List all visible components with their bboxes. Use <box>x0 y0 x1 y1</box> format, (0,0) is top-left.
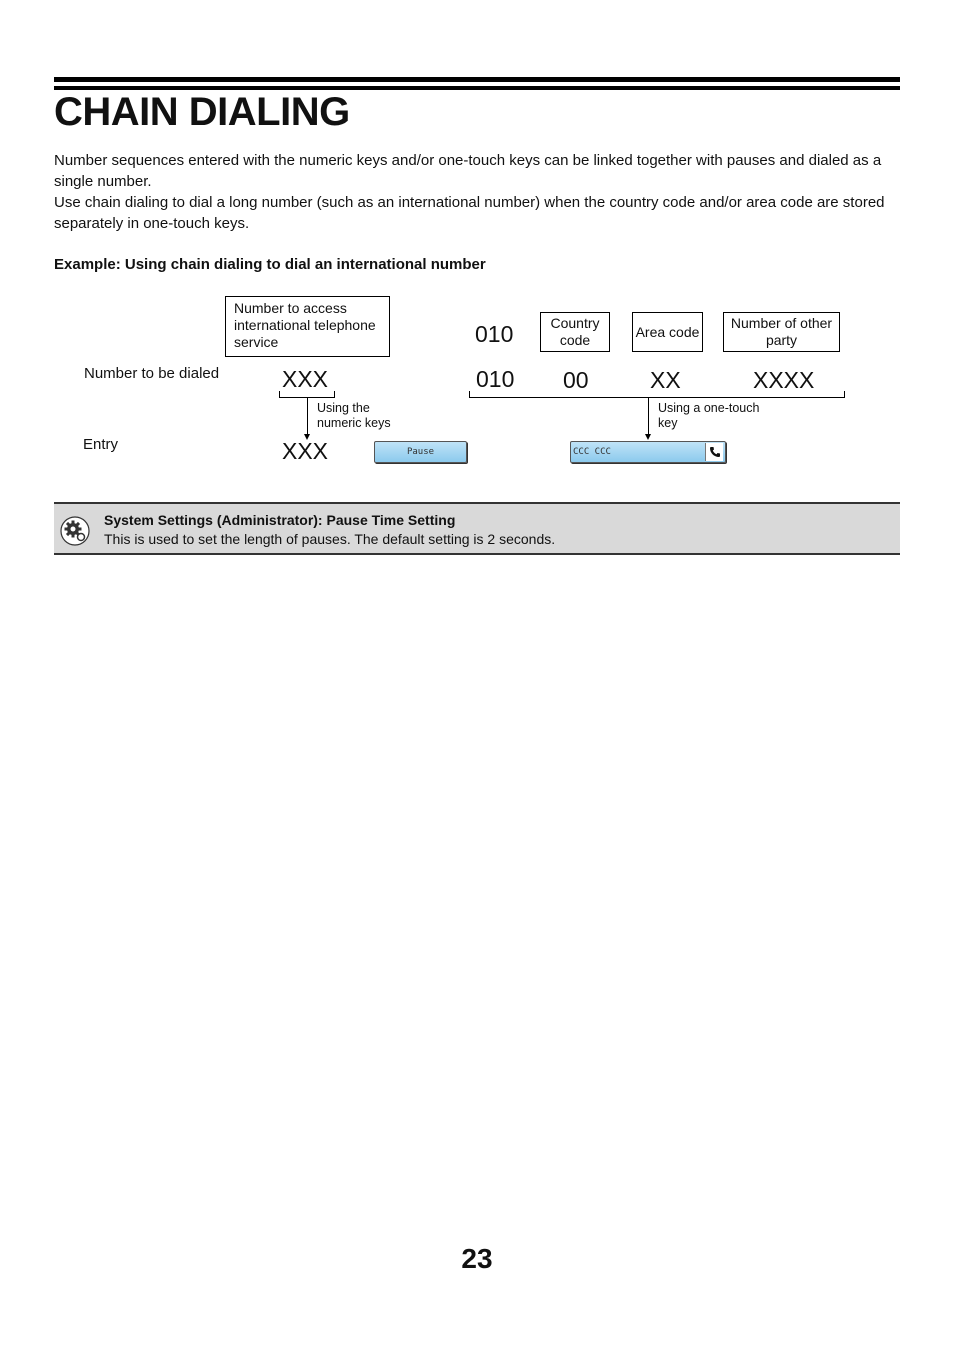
example-heading: Example: Using chain dialing to dial an international number <box>54 256 486 273</box>
system-settings-note <box>54 502 900 555</box>
settings-note-title: System Settings (Administrator): Pause Time Setting <box>104 512 456 528</box>
header-rule-thick <box>54 77 900 82</box>
dialed-area-code: XX <box>650 367 681 393</box>
international-access-label-box: Number to access international telephone service <box>225 296 390 357</box>
dialed-party-number: XXXX <box>753 367 815 393</box>
dialed-country-code: 00 <box>563 367 589 393</box>
pause-button-label: Pause <box>406 447 435 457</box>
pause-button[interactable] <box>374 441 467 463</box>
one-touch-arrow-line <box>648 398 649 434</box>
dialed-row-label: Number to be dialed <box>84 365 220 382</box>
one-touch-key-name: CCC CCC <box>573 447 611 457</box>
gear-icon <box>60 516 90 546</box>
page-number: 23 <box>461 1243 493 1274</box>
intl-bracket <box>469 391 845 398</box>
intro-text <box>54 150 902 234</box>
access-bracket <box>279 391 335 398</box>
dialed-access-number: XXX <box>282 366 329 392</box>
one-touch-note: Using a one-touch key <box>658 401 760 430</box>
phone-icon <box>705 443 723 461</box>
entry-access-number: XXX <box>282 438 329 464</box>
intro-paragraph-1: Number sequences entered with the numeric keys and/or one-touch keys can be linked together with pauses and dialed as a single number. <box>54 152 882 190</box>
intro-paragraph-2: Use chain dialing to dial a long number (such as an international number) when the country code and/or area code are stored separately in one-touch keys. <box>54 194 885 232</box>
page-title: CHAIN DIALING <box>54 90 350 134</box>
dialed-intl-code: 010 <box>476 366 515 392</box>
access-arrow-line <box>307 398 308 434</box>
area-code-label-box: Area code <box>632 312 703 352</box>
country-code-label-box: Country code <box>540 312 610 352</box>
one-touch-key[interactable] <box>570 441 726 463</box>
settings-note-text: This is used to set the length of pauses. The default setting is 2 seconds. <box>104 531 556 547</box>
other-party-label-box: Number of other party <box>723 312 840 352</box>
numeric-keys-note: Using the numeric keys <box>317 401 391 430</box>
one-touch-arrow-head <box>645 434 651 440</box>
upper-intl-code: 010 <box>475 321 514 347</box>
entry-row-label: Entry <box>83 436 119 453</box>
